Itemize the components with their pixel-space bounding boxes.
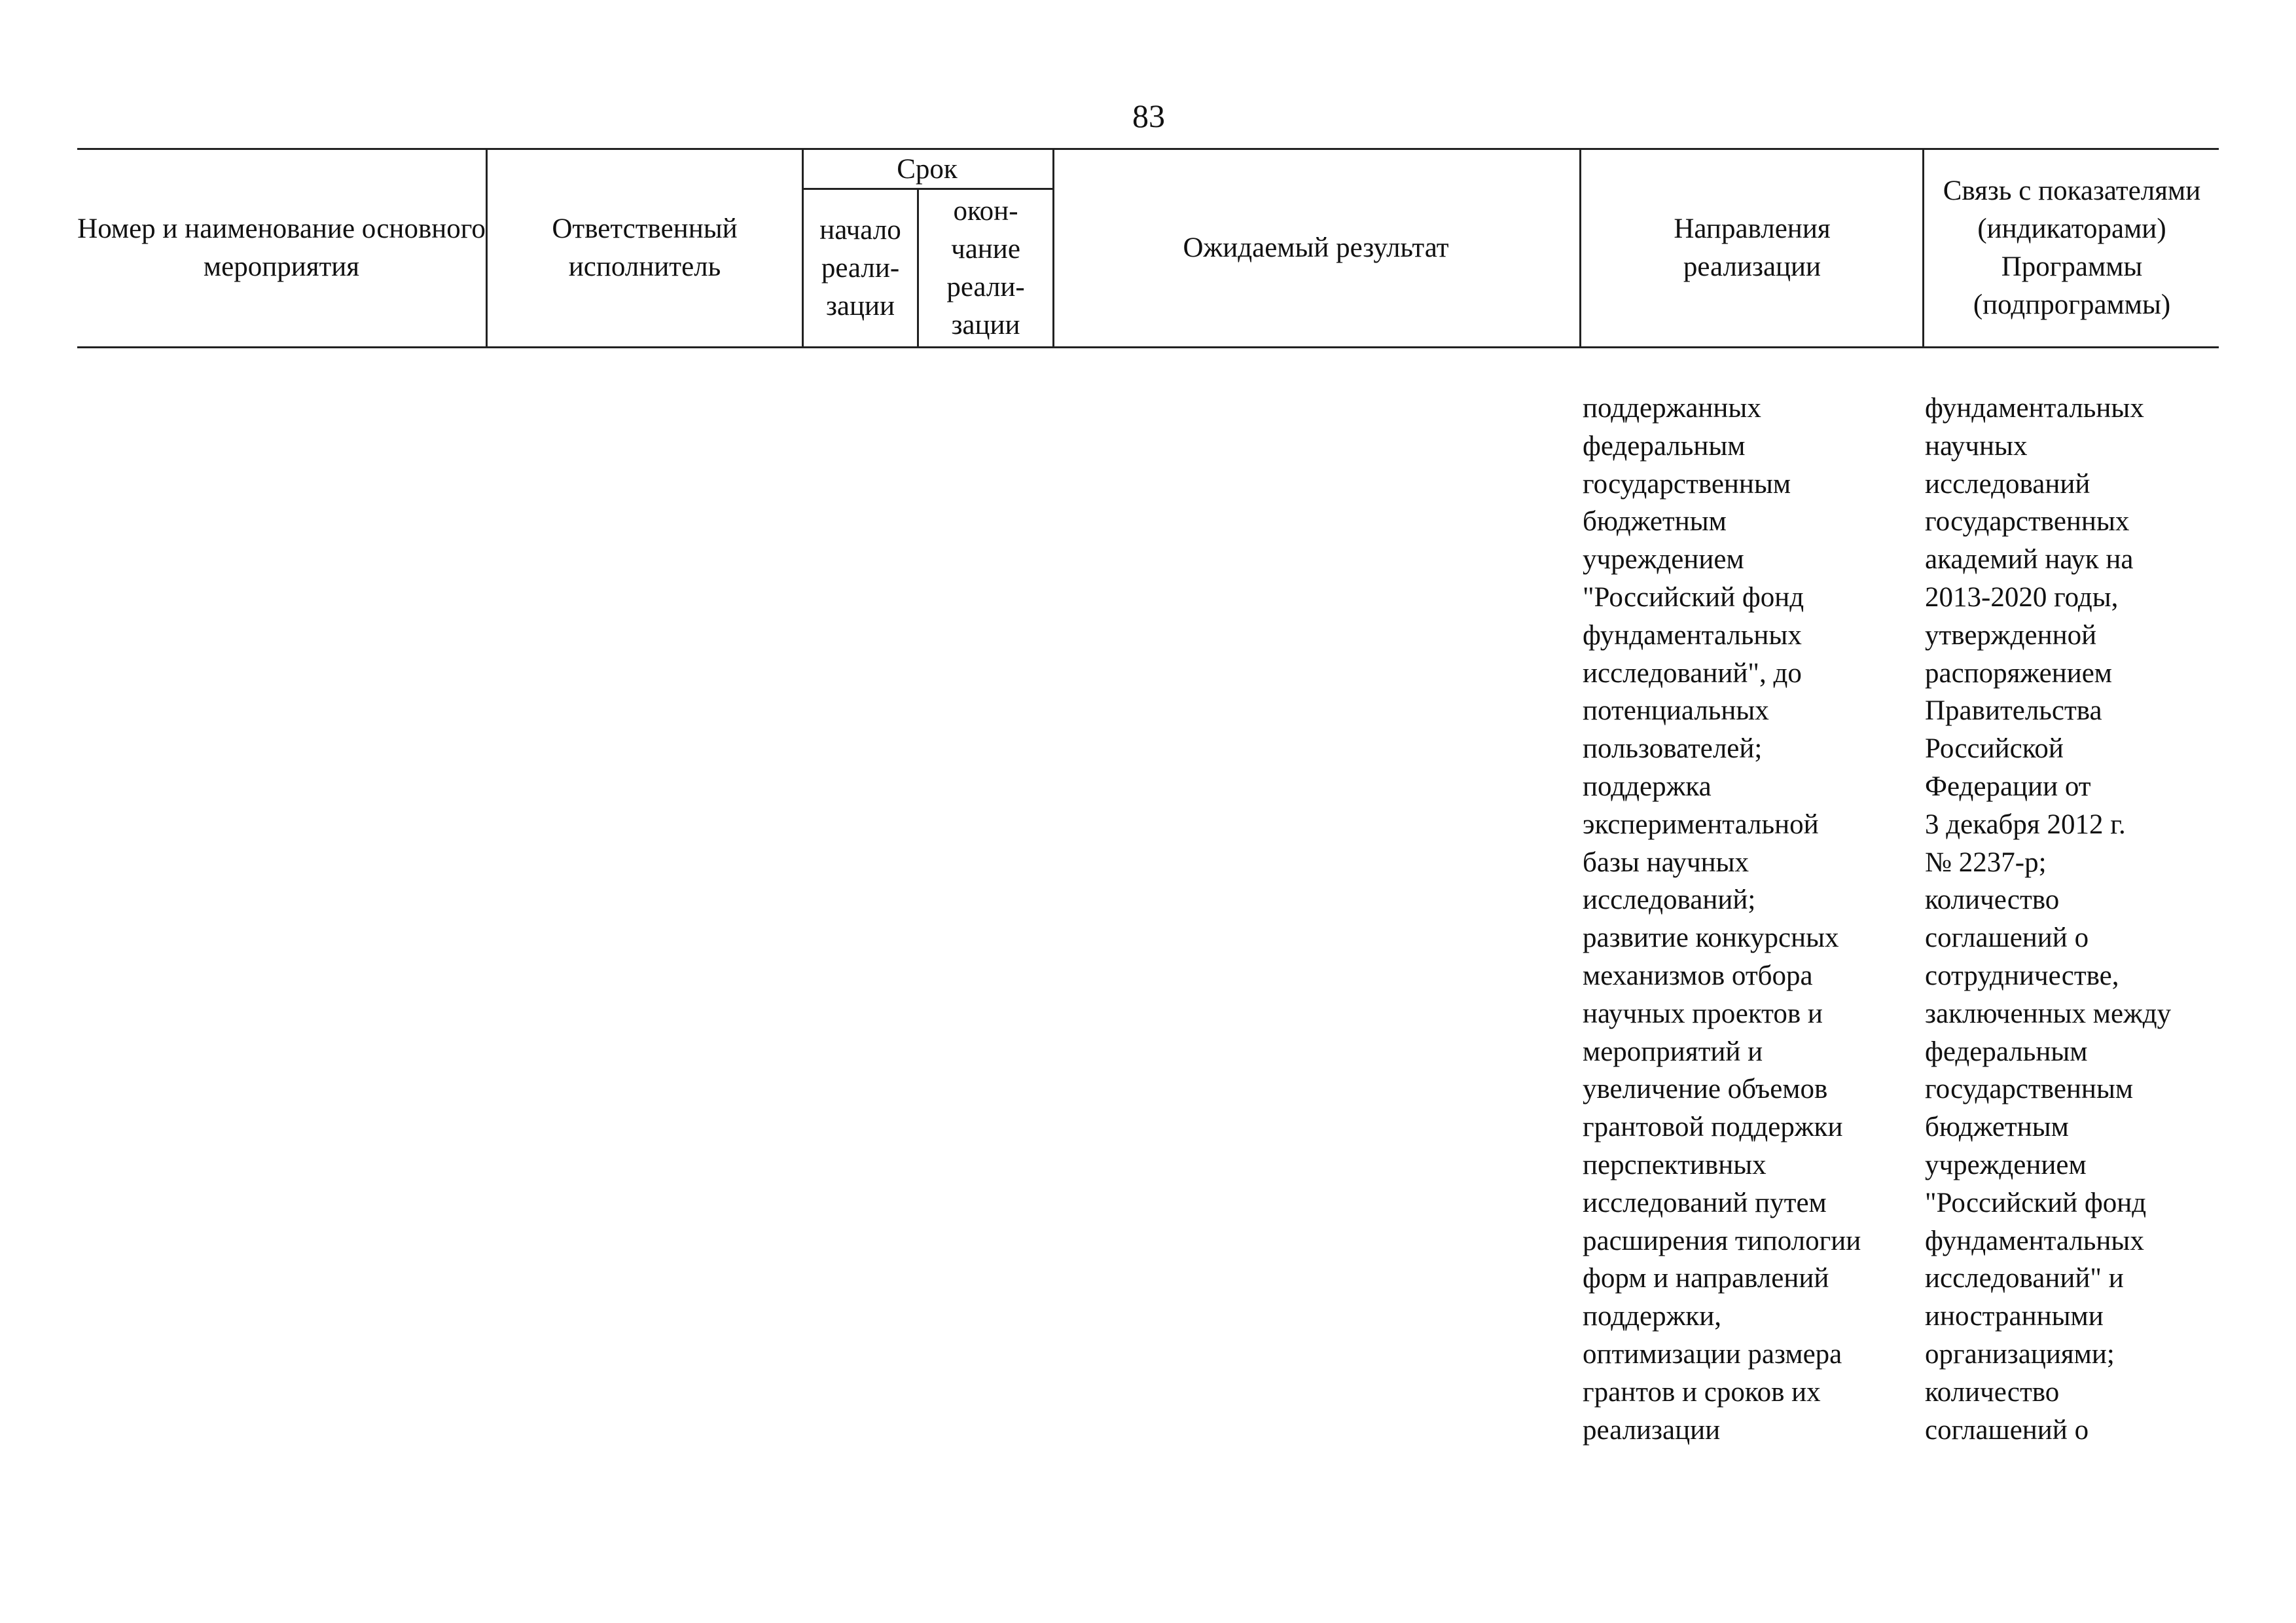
header-indicators — [1925, 150, 2219, 346]
header-expected-result: Ожидаемый результат — [1183, 232, 1449, 263]
header-term: Срок — [897, 153, 958, 185]
indicators-text: фундаментальных научных исследований государственных академий наук на 2013-2020 годы, утвержденной распоряжением Правительства Российской Федерации от 3 декабря 2012 г. № 2237-р; количество соглашений о сотрудничестве, заключенных между федеральным государственным бюджетным учреждением "Российский фонд фундаментальных исследований" и иностранными организациями; количество соглашений о — [1925, 393, 2172, 1446]
header-directions — [1582, 150, 1922, 346]
header-measure-name: Номер и наименование основного мероприятия — [77, 213, 486, 282]
header-directions-text: Направления реализации — [1674, 213, 1831, 282]
header-term-end — [919, 191, 1052, 346]
header-responsible: Ответственный исполнитель — [552, 213, 738, 282]
page-number: 83 — [1132, 98, 1165, 134]
header-term-end-text: окон-чание реали-зации — [946, 196, 1025, 340]
directions-text: поддержанных федеральным государственным бюджетным учреждением "Российский фонд фундаментальных исследований", до потенциальных пользователей; поддержка экспериментальной базы научных исследований; развитие конкурсных механизмов отбора научных проектов и мероприятий и увеличение объемов грантовой поддержки перспективных исследований путем расширения типологии форм и направлений поддержки, оптимизации размера грантов и сроков их реализации — [1583, 393, 1861, 1446]
header-term-start — [804, 191, 917, 346]
header-indicators-text: Связь с показателями (индикаторами) Программы (подпрограммы) — [1943, 175, 2201, 320]
term-divider — [802, 188, 1052, 190]
column-divider — [1922, 150, 1924, 346]
header-term-start-text: начало реали-зации — [819, 215, 901, 321]
column-divider — [1579, 150, 1581, 346]
table-header — [77, 148, 2219, 348]
